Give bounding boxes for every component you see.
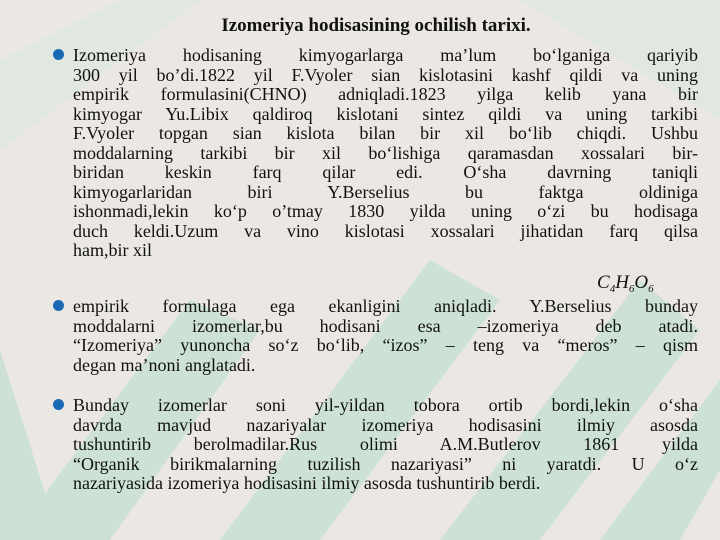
paragraph-berselius <box>73 297 698 375</box>
formula-element: H <box>615 272 629 293</box>
formula-subscript: 6 <box>628 283 635 295</box>
paragraph-butlerov <box>73 396 698 494</box>
slide-title: Izomeriya hodisasining ochilish tarixi. <box>221 15 531 36</box>
text-line: “Organik birikmalarning tuzilish nazariyasi” ni yaratdi. U o‘z <box>73 453 698 474</box>
text-line: ham,bir xil <box>73 240 152 260</box>
formula-subscript: 4 <box>609 283 616 295</box>
text-line: nazariyasida izomeriya hodisasini ilmiy asosda tushuntirib berdi. <box>73 473 541 493</box>
text-line: empirik formulaga ega ekanligini aniqladi. Y.Berselius bunday <box>73 296 698 316</box>
text-line: ishonmadi,lekin ko‘p o’tmay 1830 yilda uning o‘zi bu hodisaga <box>73 201 698 221</box>
text-line: empirik formulasini(CHNO) adniqladi.1823 yilga kelib yana bir <box>73 84 698 104</box>
text-line: moddalarni izomerlar,bu hodisani esa –izomeriya deb atadi. <box>73 315 698 336</box>
text-line: tushuntirib berolmadilar.Rus olimi A.M.Butlerov 1861 yilda <box>73 434 698 454</box>
text-line: F.Vyoler topgan sian kislota bilan bir xil bo‘lib chiqdi. Ushbu <box>73 123 698 143</box>
paragraph-lines <box>73 297 698 375</box>
bullet-icon <box>53 49 64 60</box>
text-line: “Izomeriya” yunoncha so‘z bo‘lib, “izos” – teng va “meros” – qism <box>73 335 698 355</box>
text-line: Izomeriya hodisaning kimyogarlarga ma’lum bo‘lganiga qariyib <box>73 45 698 65</box>
bullet-icon <box>53 399 64 410</box>
formula-element: C <box>597 272 610 293</box>
text-line: Bunday izomerlar soni yil-yildan tobora ortib bordi,lekin o‘sha <box>73 395 698 415</box>
text-line: kimyogar Yu.Libix qaldiroq kislotani sintez qildi va uning tarkibi <box>73 103 698 124</box>
paragraph-history <box>73 46 698 261</box>
formula-subscript: 6 <box>648 283 654 295</box>
text-line: duch keldi.Uzum va vino kislotasi xossalari jihatidan farq qilsa <box>73 220 698 241</box>
paragraph-lines <box>73 46 698 261</box>
bullet-icon <box>53 300 64 311</box>
paragraph-lines <box>73 396 698 494</box>
text-line: degan ma’noni anglatadi. <box>73 354 256 375</box>
text-line: biridan keskin farq qilar edi. O‘sha davrning taniqli <box>73 162 698 182</box>
text-line: 300 yil bo’di.1822 yil F.Vyoler sian kislotasini kashf qildi va uning <box>73 64 698 85</box>
text-line: moddalarning tarkibi bir xil bo‘lishiga qaramasdan xossalari bir- <box>73 142 698 163</box>
text-line: davrda mavjud nazariyalar izomeriya hodisasini ilmiy asosda <box>73 414 698 435</box>
text-line: kimyogarlaridan biri Y.Berselius bu faktga oldiniga <box>73 181 698 202</box>
formula-element: O <box>634 272 649 293</box>
